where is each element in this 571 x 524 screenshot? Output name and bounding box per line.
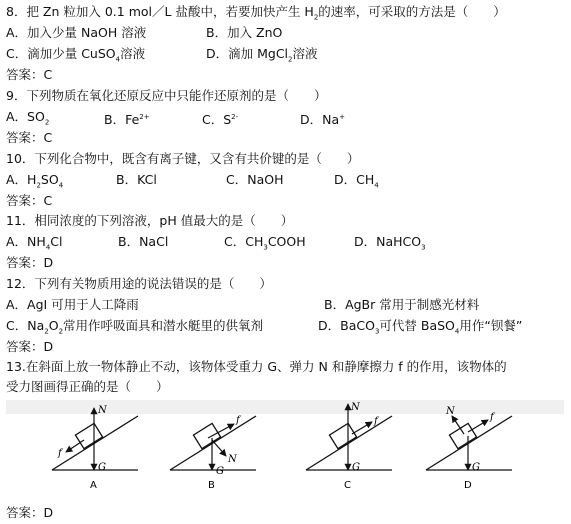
q10-stem: 10．下列化合物中，既含有离子键，又含有共价键的是（ ） <box>6 151 360 166</box>
diagram-b-label-n: N <box>228 454 237 465</box>
q9-option-d: D．Na+ <box>300 112 346 128</box>
diagram-a <box>52 405 138 491</box>
q8-option-b: B．加入 ZnO <box>206 25 283 40</box>
diagram-b-label-g: G <box>216 466 224 477</box>
scan-background-band <box>6 400 564 414</box>
diagram-d-label-n: N <box>446 406 455 417</box>
q11-answer: 答案：D <box>6 255 54 270</box>
diagram-a-label-f: f <box>58 448 62 459</box>
diagram-a-label-n: N <box>98 405 107 416</box>
q11-option-d: D．NaHCO$_3$ <box>354 234 426 252</box>
q12-option-c: C．$Na_2O_2$常用作呼吸面具和潜水艇里的供氧剂 <box>6 318 264 336</box>
q13-answer: 答案：D <box>6 505 54 520</box>
q9-answer: 答案：C <box>6 130 53 145</box>
diagram-c <box>306 402 392 491</box>
q10-option-b: B．KCl <box>116 172 157 187</box>
diagram-a-label-g: G <box>98 462 106 473</box>
q13-stem-line2: 受力图画得正确的是（ ） <box>6 379 169 394</box>
q12-option-a: A．AgI 可用于人工降雨 <box>6 297 139 312</box>
diagram-d-label-f: f <box>490 412 494 423</box>
diagram-b-label-f: f <box>236 415 240 426</box>
diagram-c-label-n: N <box>351 402 360 413</box>
q9-option-a: A．$SO_2$ <box>6 109 50 127</box>
q12-stem: 12．下列有关物质用途的说法错误的是（ ） <box>6 276 272 291</box>
q10-option-d: D．$CH_4$ <box>334 172 379 190</box>
q13-stem-line1: 13.在斜面上放一物体静止不动，该物体受重力 G、弹力 N 和静摩擦力 f 的作用，该物体的 <box>6 359 507 374</box>
q11-option-b: B．NaCl <box>118 234 169 249</box>
diagram-b <box>170 415 256 491</box>
q10-option-c: C．NaOH <box>226 172 284 187</box>
diagram-c-label-f: f <box>374 416 378 427</box>
diagram-c-caption: C <box>344 480 351 491</box>
q9-option-c: C．$S^{2-}$ <box>202 112 239 128</box>
diagram-d-caption: D <box>464 480 472 491</box>
q11-stem: 11．相同浓度的下列溶液，pH 值最大的是（ ） <box>6 213 294 228</box>
q12-option-b: B．AgBr 常用于制感光材料 <box>324 297 480 312</box>
q11-option-a: A．$NH_4Cl$ <box>6 234 63 252</box>
q8-option-a: A．加入少量 NaOH 溶液 <box>6 25 147 40</box>
q12-answer: 答案：D <box>6 339 54 354</box>
q10-answer: 答案：C <box>6 193 53 208</box>
q11-option-c: C．$CH_3COOH$ <box>224 234 306 252</box>
q10-option-a: A．$H_2SO_4$ <box>6 172 64 190</box>
q9-option-b: B．$Fe^{2+}$ <box>104 112 150 128</box>
diagram-d <box>426 406 512 491</box>
q8-option-d: D．滴加 MgCl$_2$溶液 <box>206 46 318 64</box>
diagram-d-label-g: G <box>472 462 480 473</box>
diagram-c-label-g: G <box>352 462 360 473</box>
q8-option-c: C．滴加少量 CuSO$_4$溶液 <box>6 46 146 64</box>
diagram-a-caption: A <box>90 480 97 491</box>
q9-stem: 9．下列物质在氧化还原反应中只能作还原剂的是（ ） <box>6 88 327 103</box>
diagram-b-caption: B <box>208 480 215 491</box>
q12-option-d: D．BaCO$_3$可代替 BaSO$_4$用作“钡餐” <box>318 318 523 336</box>
q8-stem: 8．把 Zn 粒加入 0.1 mol／L 盐酸中，若要加快产生 $H_2$的速率，可采取的方法是（ ） <box>6 4 506 22</box>
q8-answer: 答案：C <box>6 67 53 82</box>
force-diagrams <box>6 398 564 494</box>
